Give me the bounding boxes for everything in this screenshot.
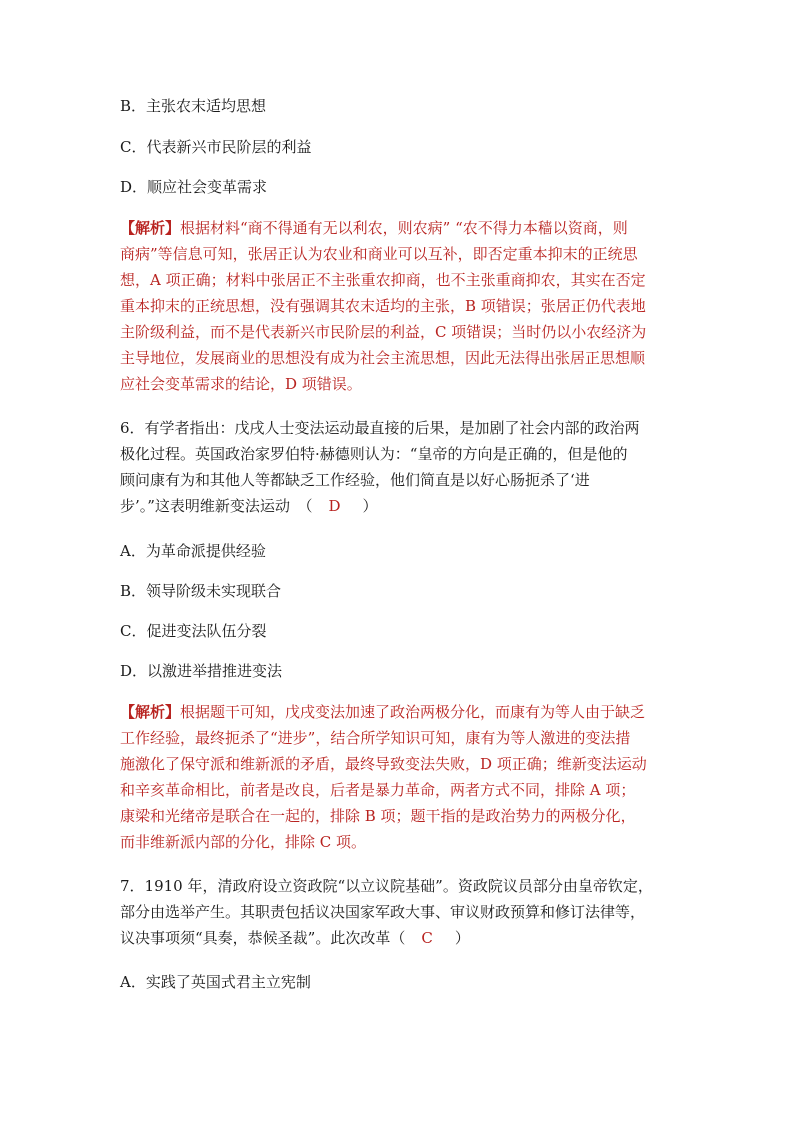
q6-stem-line: 步’。”这表明维新变法运动 （ D ） — [120, 497, 378, 515]
q6-analysis-line: 【解析】根据题干可知，戊戌变法加速了政治两极分化，而康有为等人由于缺乏 — [120, 703, 646, 721]
q6-analysis-line: 和辛亥革命相比，前者是改良，后者是暴力革命，两者方式不同，排除 A 项； — [120, 781, 636, 799]
q6-analysis-line: 施激化了保守派和维新派的矛盾，最终导致变法失败，D 项正确；维新变法运动 — [120, 755, 647, 773]
q5-analysis-line: 【解析】根据材料“商不得通有无以利农，则农病” “农不得力本穑以资商，则 — [120, 219, 628, 237]
q6-analysis-line: 工作经验，最终扼杀了“进步”，结合所学知识可知，康有为等人激进的变法措 — [120, 729, 631, 747]
q6-analysis-tag: 【解析】 — [120, 703, 181, 721]
q6-option-a: A．为革命派提供经验 — [120, 542, 266, 560]
q6-answer: D — [328, 497, 341, 515]
q6-stem-line: 顾问康有为和其他人等都缺乏工作经验，他们简直是以好心肠扼杀了‘进 — [120, 471, 590, 489]
q7-answer: C — [421, 929, 433, 947]
q5-analysis-line: 应社会变革需求的结论，D 项错误。 — [120, 375, 362, 393]
q5-analysis-line: 主导地位，发展商业的思想没有成为社会主流思想，因此无法得出张居正思想顺 — [120, 349, 646, 367]
q5-analysis-line: 重本抑末的正统思想，没有强调其农末适均的主张，B 项错误；张居正仍代表地 — [120, 297, 646, 315]
q5-analysis-line: 主阶级利益，而不是代表新兴市民阶层的利益，C 项错误；当时仍以小农经济为 — [120, 323, 647, 341]
q6-option-b: B．领导阶级未实现联合 — [120, 582, 282, 600]
q6-stem-line: 极化过程。英国政治家罗伯特·赫德则认为：“皇帝的方向是正确的，但是他的 — [120, 445, 628, 463]
q7-stem-line: 7．1910 年，清政府设立资政院“以立议院基础”。资政院议员部分由皇帝钦定， — [120, 877, 653, 895]
q5-analysis-tag: 【解析】 — [120, 219, 181, 237]
q6-option-d: D．以激进举措推进变法 — [120, 662, 283, 680]
q7-stem-line: 部分由选举产生。其职责包括议决国家军政大事、审议财政预算和修订法律等， — [120, 903, 646, 921]
q7-stem-line: 议决事项须“具奏，恭候圣裁”。此次改革（ C ） — [120, 929, 470, 947]
q5-analysis-line: 想，A 项正确；材料中张居正不主张重农抑商，也不主张重商抑农，其实在否定 — [120, 271, 646, 289]
q6-option-c: C．促进变法队伍分裂 — [120, 622, 267, 640]
q5-analysis-line: 商病”等信息可知，张居正认为农业和商业可以互补，即否定重本抑末的正统思 — [120, 245, 638, 263]
q5-option-d: D．顺应社会变革需求 — [120, 178, 268, 196]
q6-analysis-line: 而非维新派内部的分化，排除 C 项。 — [120, 833, 367, 851]
q6-stem-line: 6．有学者指出：戊戌人士变法运动最直接的后果，是加剧了社会内部的政治两 — [120, 419, 640, 437]
q6-analysis-line: 康梁和光绪帝是联合在一起的，排除 B 项；题干指的是政治势力的两极分化， — [120, 807, 636, 825]
q5-option-b: B．主张农末适均思想 — [120, 97, 267, 115]
q5-option-c: C．代表新兴市民阶层的利益 — [120, 138, 312, 156]
q7-option-a: A．实践了英国式君主立宪制 — [120, 973, 311, 991]
